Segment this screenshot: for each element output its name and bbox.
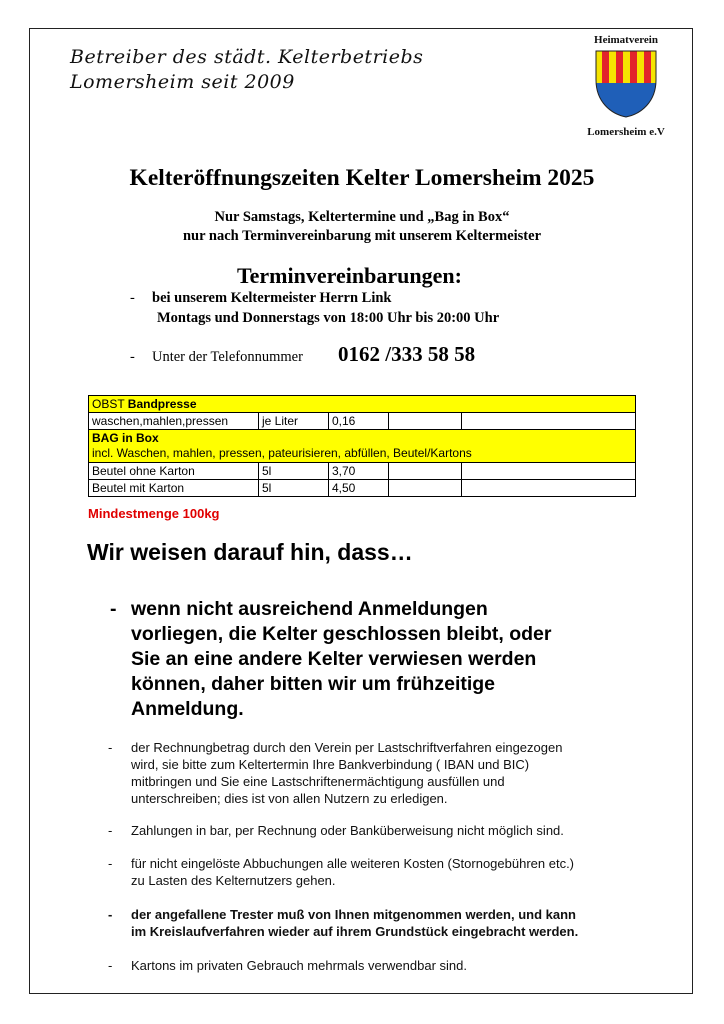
minimum-quantity-note: Mindestmenge 100kg — [88, 506, 220, 521]
crest-logo-icon — [595, 50, 657, 118]
notice-line: Kartons im privaten Gebrauch mehrmals verwendbar sind. — [131, 958, 467, 973]
notice-line: wird, sie bitte zum Keltertermin Ihre Bankverbindung ( IBAN und BIC) — [131, 757, 530, 772]
notice-item-bank — [131, 739, 671, 807]
row-empty — [462, 480, 636, 497]
row-unit: je Liter — [259, 413, 329, 430]
notice-item-dash: - — [108, 740, 113, 755]
appointments-dash-1: - — [130, 290, 135, 306]
row-unit: 5l — [259, 480, 329, 497]
notice-heading: Wir weisen darauf hin, dass… — [87, 539, 413, 565]
phone-label: Unter der Telefonnummer — [152, 349, 303, 365]
row-empty — [462, 463, 636, 480]
main-notice-line: Anmeldung. — [131, 698, 244, 720]
row-empty — [389, 480, 462, 497]
main-notice-line: wenn nicht ausreichend Anmeldungen — [131, 598, 488, 620]
bag-subheading: incl. Waschen, mahlen, pressen, pateurisieren, abfüllen, Beutel/Kartons — [92, 446, 472, 460]
bag-header-cell — [89, 430, 636, 463]
notice-line: der Rechnungbetrag durch den Verein per Lastschriftverfahren eingezogen — [131, 740, 563, 755]
row-empty — [462, 413, 636, 430]
row-unit: 5l — [259, 463, 329, 480]
bag-heading: BAG in Box — [92, 431, 159, 445]
bandpresse-label: Bandpresse — [127, 396, 197, 411]
crest-top-label: Heimatverein — [594, 34, 658, 46]
main-notice-line: Sie an eine andere Kelter verwiesen werden — [131, 648, 537, 670]
row-price: 4,50 — [329, 480, 389, 497]
crest-bottom-label: Lomersheim e.V — [587, 126, 665, 138]
office-hours-line: Montags und Donnerstags von 18:00 Uhr bis 20:00 Uhr — [157, 310, 500, 326]
notice-item-dash: - — [108, 856, 113, 871]
subtitle-line-2: nur nach Terminvereinbarung mit unserem Keltermeister — [182, 228, 542, 244]
notice-line: mitbringen und Sie eine Lastschriftenermächtigung ausfüllen und — [131, 774, 505, 789]
phone-number: 0162 /333 58 58 — [338, 342, 476, 366]
subtitle-line-1: Nur Samstags, Keltertermine und „Bag in Box“ — [214, 209, 510, 225]
notice-item-cartons — [131, 957, 671, 974]
row-empty — [389, 413, 462, 430]
row-desc: waschen,mahlen,pressen — [89, 413, 259, 430]
notice-line: der angefallene Trester muß von Ihnen mitgenommen werden, und kann — [131, 907, 576, 922]
notice-item-payment — [131, 822, 671, 839]
notice-item-dash: - — [108, 823, 113, 838]
table-row — [89, 480, 636, 497]
row-desc: Beutel ohne Karton — [89, 463, 259, 480]
notice-item-dash: - — [108, 907, 113, 922]
operator-line-2: Lomersheim seit 2009 — [70, 71, 295, 93]
notice-line: für nicht eingelöste Abbuchungen alle weiteren Kosten (Stornogebühren etc.) — [131, 856, 575, 871]
obst-label: OBST — [92, 396, 128, 411]
notice-line: unterschreiben; dies ist von allen Nutzern zu erledigen. — [131, 791, 448, 806]
main-notice-line: vorliegen, die Kelter geschlossen bleibt, oder — [131, 623, 552, 645]
main-notice — [131, 597, 671, 722]
row-empty — [389, 463, 462, 480]
obst-header-cell — [89, 396, 636, 413]
operator-line-1: Betreiber des städt. Kelterbetriebs — [70, 46, 424, 68]
table-row — [89, 396, 636, 413]
main-notice-dash: - — [110, 598, 117, 620]
page-title: Kelteröffnungszeiten Kelter Lomersheim 2025 — [129, 165, 595, 191]
price-table — [88, 395, 636, 497]
notice-item-trester — [131, 906, 671, 940]
main-notice-line: können, daher bitten wir um frühzeitige — [131, 673, 496, 695]
notice-line: zu Lasten des Kelternutzers gehen. — [131, 873, 336, 888]
keltermeister-line: bei unserem Keltermeister Herrn Link — [152, 290, 392, 306]
notice-line: Zahlungen in bar, per Rechnung oder Banküberweisung nicht möglich sind. — [131, 823, 564, 838]
row-price: 3,70 — [329, 463, 389, 480]
notice-item-dash: - — [108, 958, 113, 973]
row-price: 0,16 — [329, 413, 389, 430]
table-row — [89, 430, 636, 463]
appointments-heading: Terminvereinbarungen: — [237, 263, 462, 288]
table-row — [89, 413, 636, 430]
row-desc: Beutel mit Karton — [89, 480, 259, 497]
appointments-dash-2: - — [130, 349, 135, 365]
notice-item-costs — [131, 855, 671, 889]
table-row — [89, 463, 636, 480]
notice-line: im Kreislaufverfahren wieder auf ihrem Grundstück eingebracht werden. — [131, 924, 579, 939]
